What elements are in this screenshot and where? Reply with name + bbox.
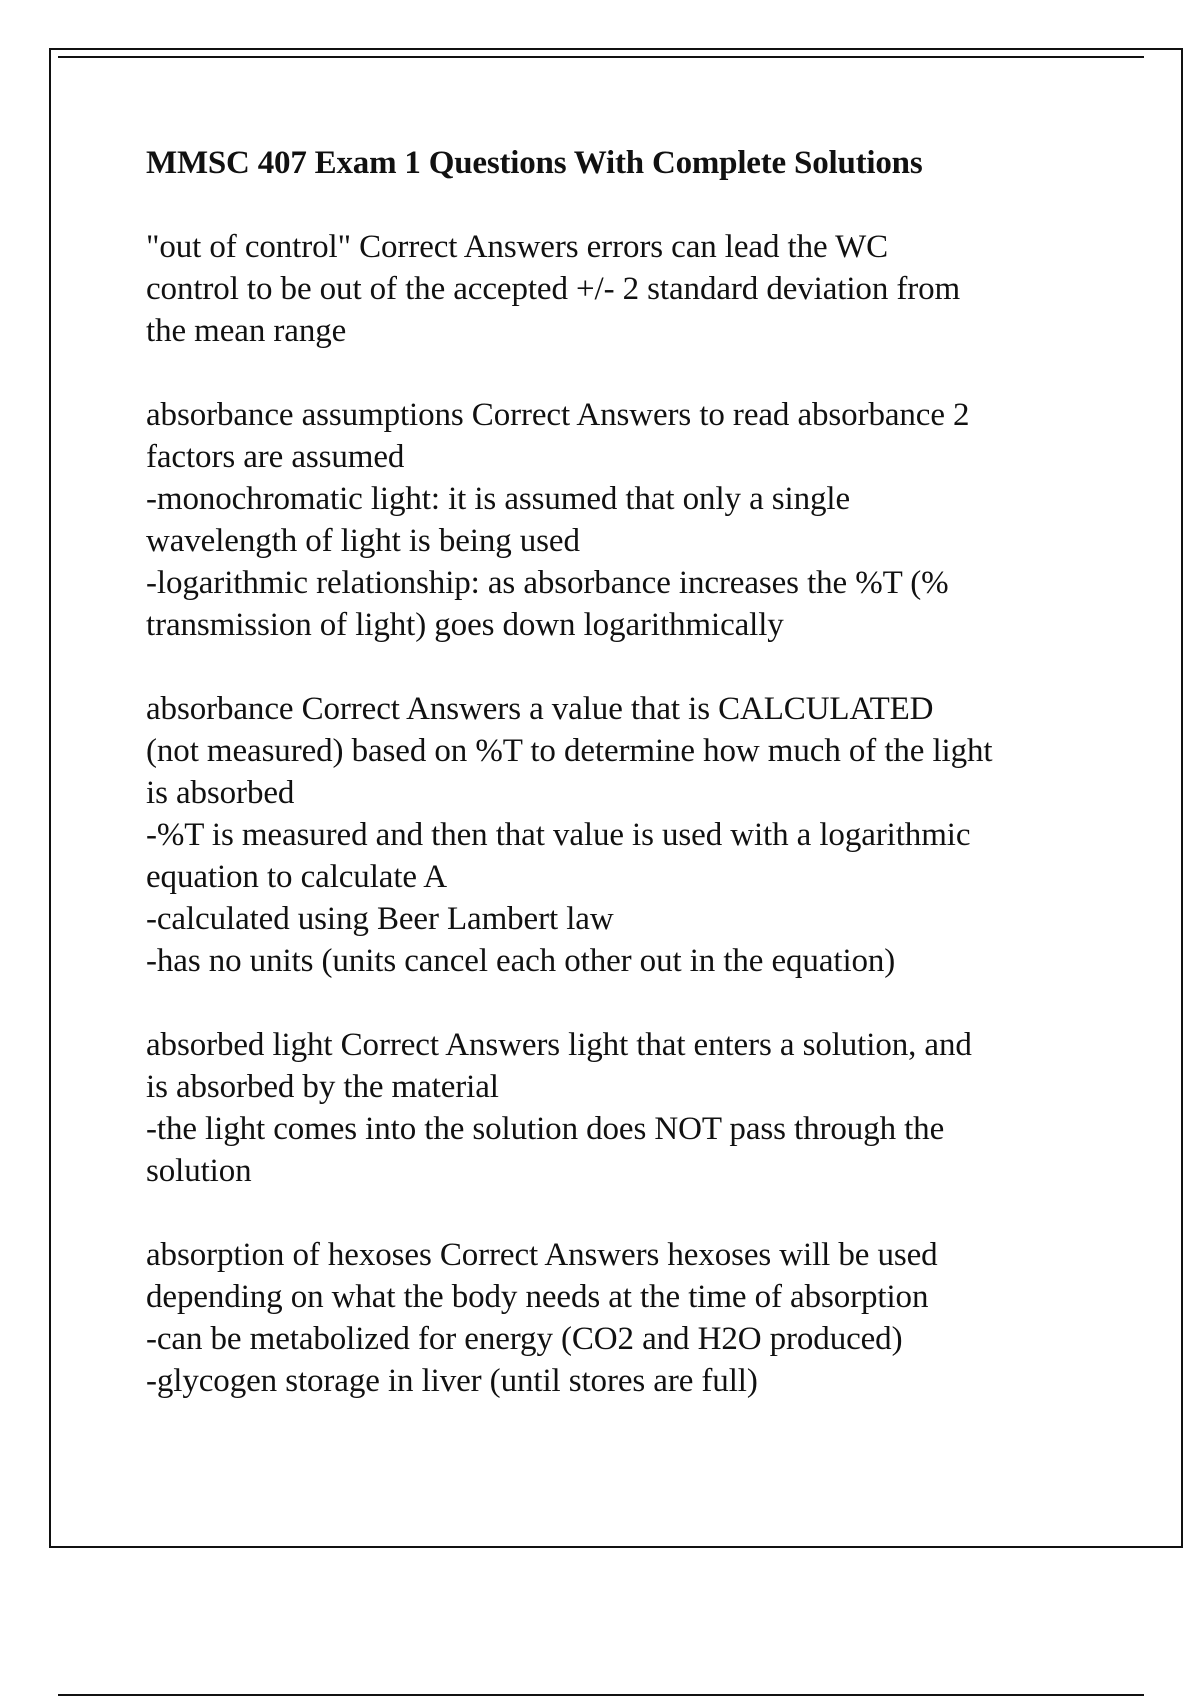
entry-line: wavelength of light is being used xyxy=(146,523,580,559)
entry-line: -has no units (units cancel each other out in the equation) xyxy=(146,943,896,979)
entry-line: absorbance assumptions Correct Answers to read absorbance 2 xyxy=(146,397,970,433)
document-title: MMSC 407 Exam 1 Questions With Complete Solutions xyxy=(146,145,923,181)
entry-line: control to be out of the accepted +/- 2 standard deviation from xyxy=(146,271,961,307)
entry-line: transmission of light) goes down logarithmically xyxy=(146,607,784,643)
footer-rule xyxy=(58,1694,1144,1696)
entry-line: -calculated using Beer Lambert law xyxy=(146,901,614,937)
entries-list xyxy=(146,226,1106,1402)
entry-line: solution xyxy=(146,1153,252,1189)
entry-line: absorption of hexoses Correct Answers hexoses will be used xyxy=(146,1237,938,1273)
qa-entry xyxy=(146,688,1106,982)
entry-line: -monochromatic light: it is assumed that only a single xyxy=(146,481,850,517)
entry-line: is absorbed xyxy=(146,775,295,811)
entry-line: is absorbed by the material xyxy=(146,1069,499,1105)
entry-line: -glycogen storage in liver (until stores are full) xyxy=(146,1363,758,1399)
qa-entry xyxy=(146,226,1106,352)
entry-line: (not measured) based on %T to determine how much of the light xyxy=(146,733,993,769)
entry-line: the mean range xyxy=(146,313,347,349)
entry-line: equation to calculate A xyxy=(146,859,448,895)
entry-line: -%T is measured and then that value is used with a logarithmic xyxy=(146,817,971,853)
document-body xyxy=(146,142,1106,1402)
qa-entry xyxy=(146,1234,1106,1402)
entry-line: -the light comes into the solution does NOT pass through the xyxy=(146,1111,945,1147)
entry-line: -can be metabolized for energy (CO2 and H2O produced) xyxy=(146,1321,903,1357)
header-rule xyxy=(58,56,1144,58)
qa-entry xyxy=(146,1024,1106,1192)
entry-line: depending on what the body needs at the time of absorption xyxy=(146,1279,929,1315)
entry-line: absorbed light Correct Answers light that enters a solution, and xyxy=(146,1027,972,1063)
entry-line: -logarithmic relationship: as absorbance increases the %T (% xyxy=(146,565,949,601)
qa-entry xyxy=(146,394,1106,646)
entry-line: absorbance Correct Answers a value that is CALCULATED xyxy=(146,691,934,727)
entry-line: factors are assumed xyxy=(146,439,405,475)
entry-line: "out of control" Correct Answers errors can lead the WC xyxy=(146,229,889,265)
